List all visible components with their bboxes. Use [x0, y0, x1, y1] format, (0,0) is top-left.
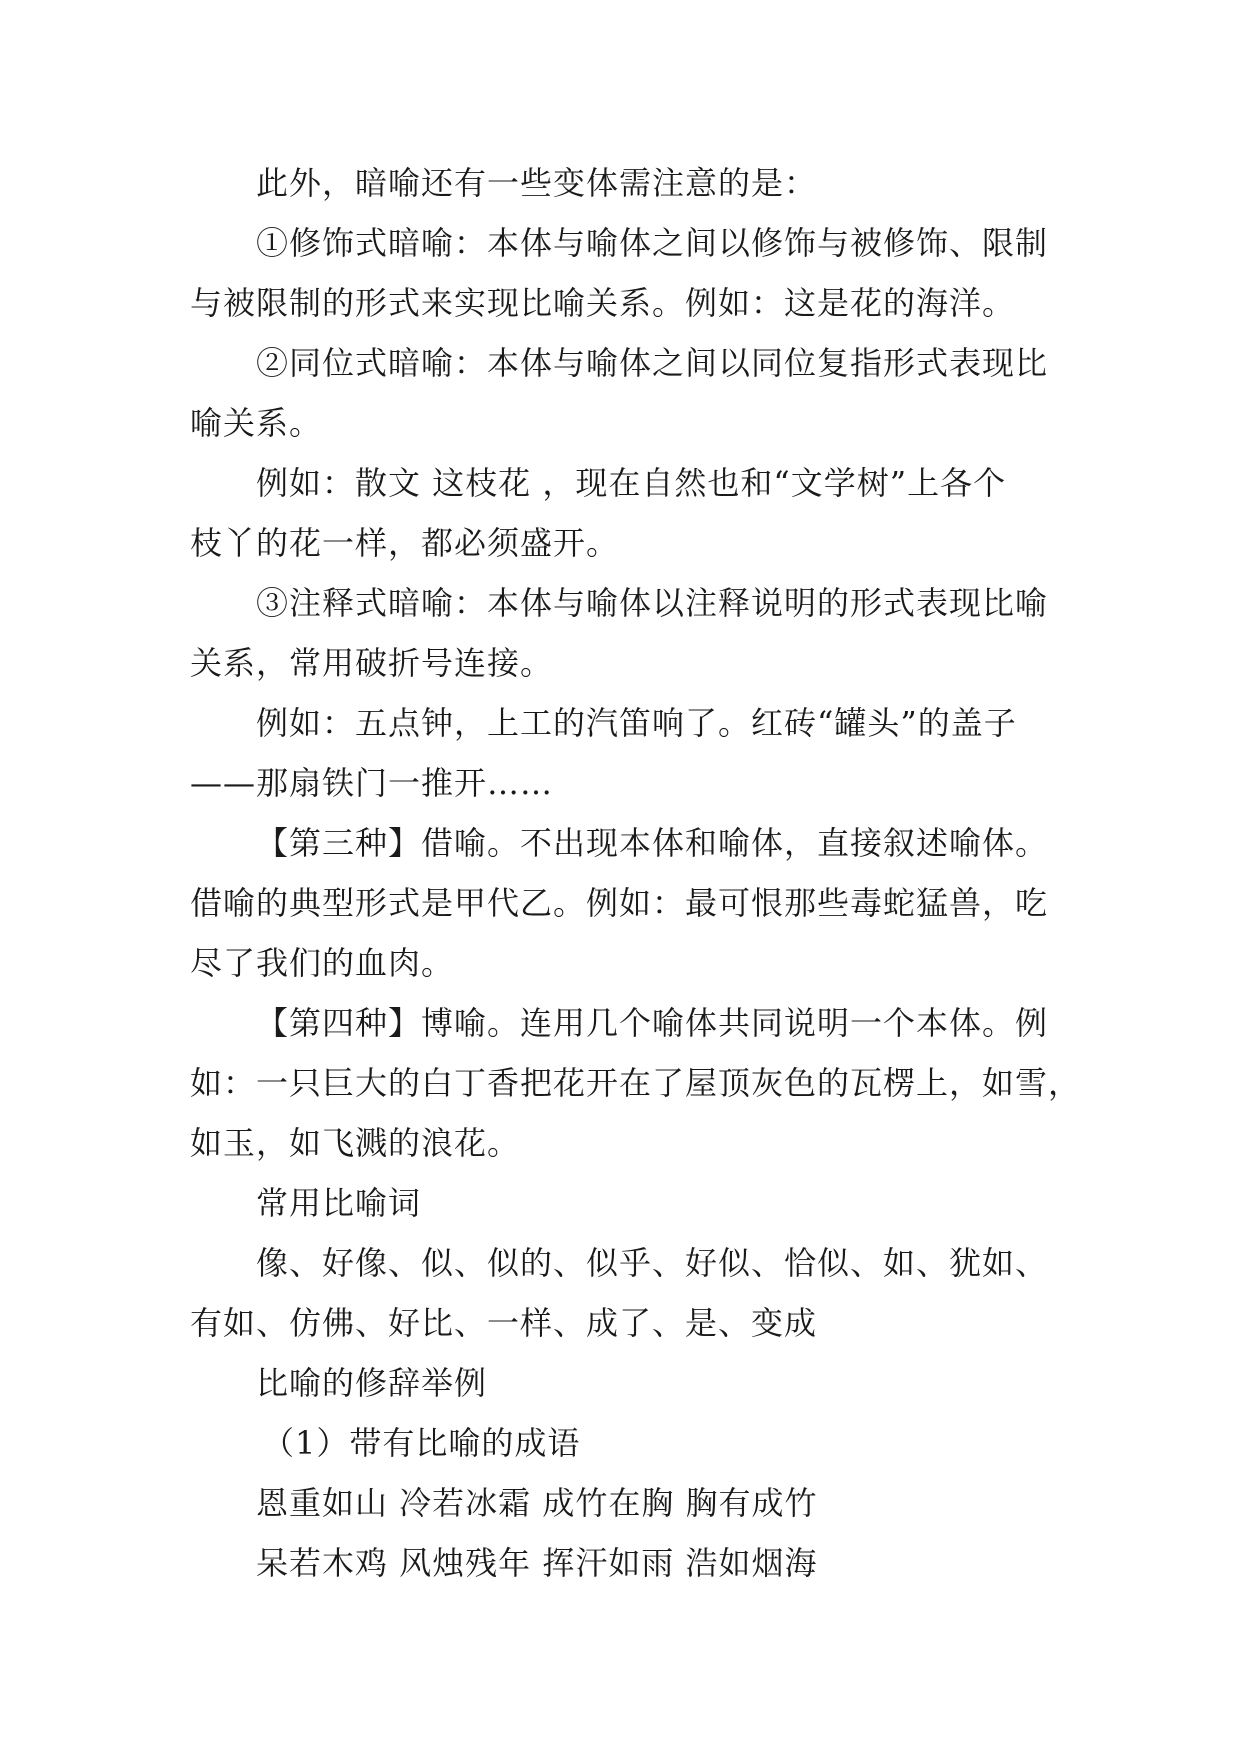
paragraph-line: 【第四种】博喻。连用几个喻体共同说明一个本体。例	[256, 1004, 1049, 1042]
paragraph-line: 例如：五点钟，上工的汽笛响了。红砖“罐头”的盖子	[256, 704, 1017, 742]
section-heading: 比喻的修辞举例	[256, 1364, 488, 1402]
paragraph-line: ②同位式暗喻：本体与喻体之间以同位复指形式表现比	[256, 344, 1049, 382]
paragraph-line: 借喻的典型形式是甲代乙。例如：最可恨那些毒蛇猛兽，吃	[190, 884, 1049, 922]
idiom-list-line: 呆若木鸡 风烛残年 挥汗如雨 浩如烟海	[256, 1544, 818, 1582]
paragraph-line: 【第三种】借喻。不出现本体和喻体，直接叙述喻体。	[256, 824, 1049, 862]
paragraph-line: ①修饰式暗喻：本体与喻体之间以修饰与被修饰、限制	[256, 224, 1049, 262]
paragraph-line: 尽了我们的血肉。	[190, 944, 455, 982]
paragraph-line: 与被限制的形式来实现比喻关系。例如：这是花的海洋。	[190, 284, 1016, 322]
paragraph-line: 关系，常用破折号连接。	[190, 644, 554, 682]
paragraph-line: 枝丫的花一样，都必须盛开。	[190, 524, 620, 562]
idiom-list-line: 恩重如山 冷若冰霜 成竹在胸 胸有成竹	[256, 1484, 818, 1522]
paragraph-line: 有如、仿佛、好比、一样、成了、是、变成	[190, 1304, 818, 1342]
paragraph-line: 如：一只巨大的白丁香把花开在了屋顶灰色的瓦楞上，如雪，	[190, 1064, 1082, 1102]
paragraph-line: 此外，暗喻还有一些变体需注意的是：	[256, 164, 818, 202]
paragraph-line: 如玉，如飞溅的浪花。	[190, 1124, 521, 1162]
paragraph-line: 喻关系。	[190, 404, 323, 442]
paragraph-line: 像、好像、似、似的、似乎、好似、恰似、如、犹如、	[256, 1244, 1049, 1282]
paragraph-line: ——那扇铁门一推开……	[190, 764, 554, 802]
subsection-heading: （1）带有比喻的成语	[262, 1424, 581, 1462]
paragraph-line: 例如：散文 这枝花 ，现在自然也和“文学树”上各个	[256, 464, 1007, 502]
section-heading: 常用比喻词	[256, 1184, 422, 1222]
paragraph-line: ③注释式暗喻：本体与喻体以注释说明的形式表现比喻	[256, 584, 1049, 622]
